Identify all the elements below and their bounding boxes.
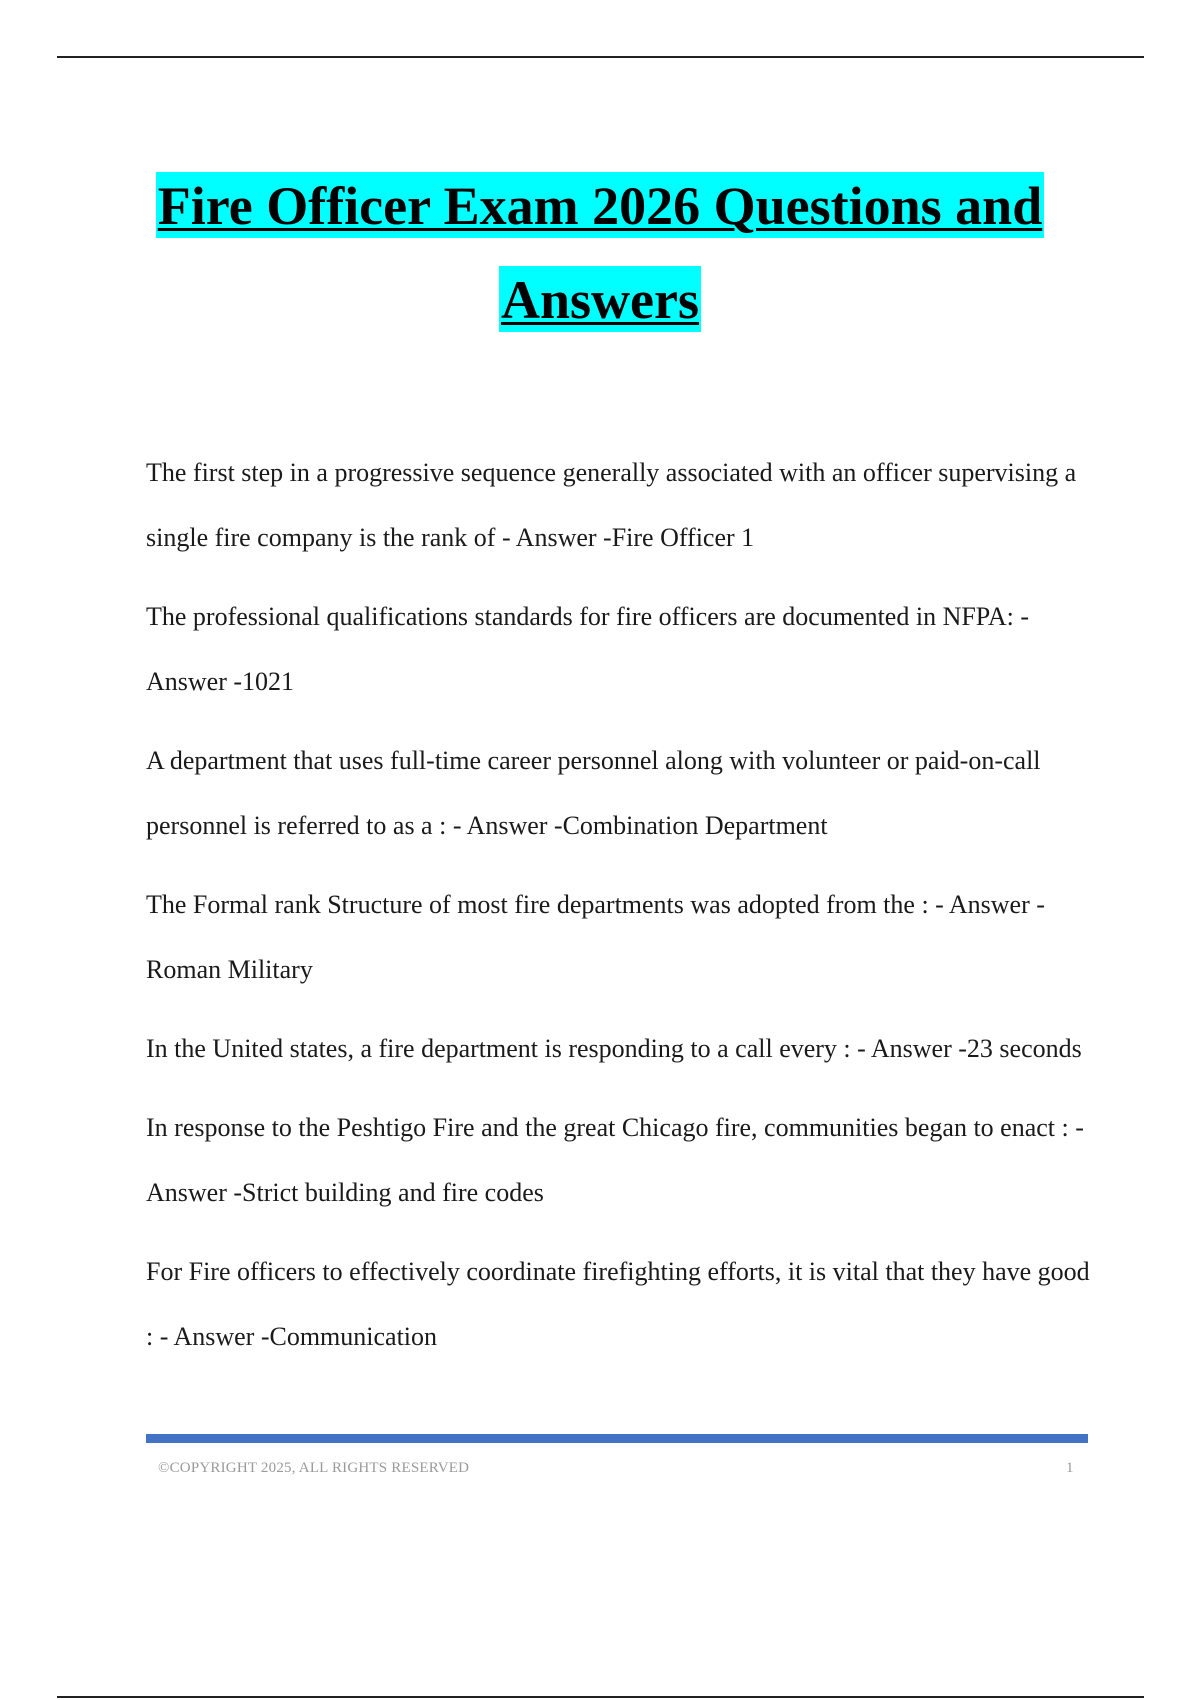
qa-item: The professional qualifications standards for fire officers are documented in NFPA: - Answer -1021 [146,602,1030,696]
qa-item: The first step in a progressive sequence generally associated with an officer supervising a single fire company is the rank of - Answer -Fire Officer 1 [146,458,1077,552]
qa-item: In response to the Peshtigo Fire and the great Chicago fire, communities began to enact : - Answer -Strict building and fire codes [146,1113,1084,1207]
page-number: 1 [1066,1460,1074,1476]
qa-item: In the United states, a fire department is responding to a call every : - Answer -23 seconds [146,1034,1082,1063]
bottom-rule [57,1696,1144,1698]
qa-item: A department that uses full-time career personnel along with volunteer or paid-on-call personnel is referred to as a : - Answer -Combination Department [146,746,1041,840]
title-line-2: Answers [499,266,701,332]
qa-item: The Formal rank Structure of most fire departments was adopted from the : - Answer -Roman Military [146,890,1045,984]
document-title [0,172,1200,332]
qa-item: For Fire officers to effectively coordinate firefighting efforts, it is vital that they have good : - Answer -Communication [146,1257,1090,1351]
footer-bar [146,1434,1088,1443]
footer-copyright: ©COPYRIGHT 2025, ALL RIGHTS RESERVED [158,1460,470,1476]
top-rule [57,56,1144,58]
qa-list [146,440,1094,1383]
title-line-1: Fire Officer Exam 2026 Questions and [156,172,1044,238]
